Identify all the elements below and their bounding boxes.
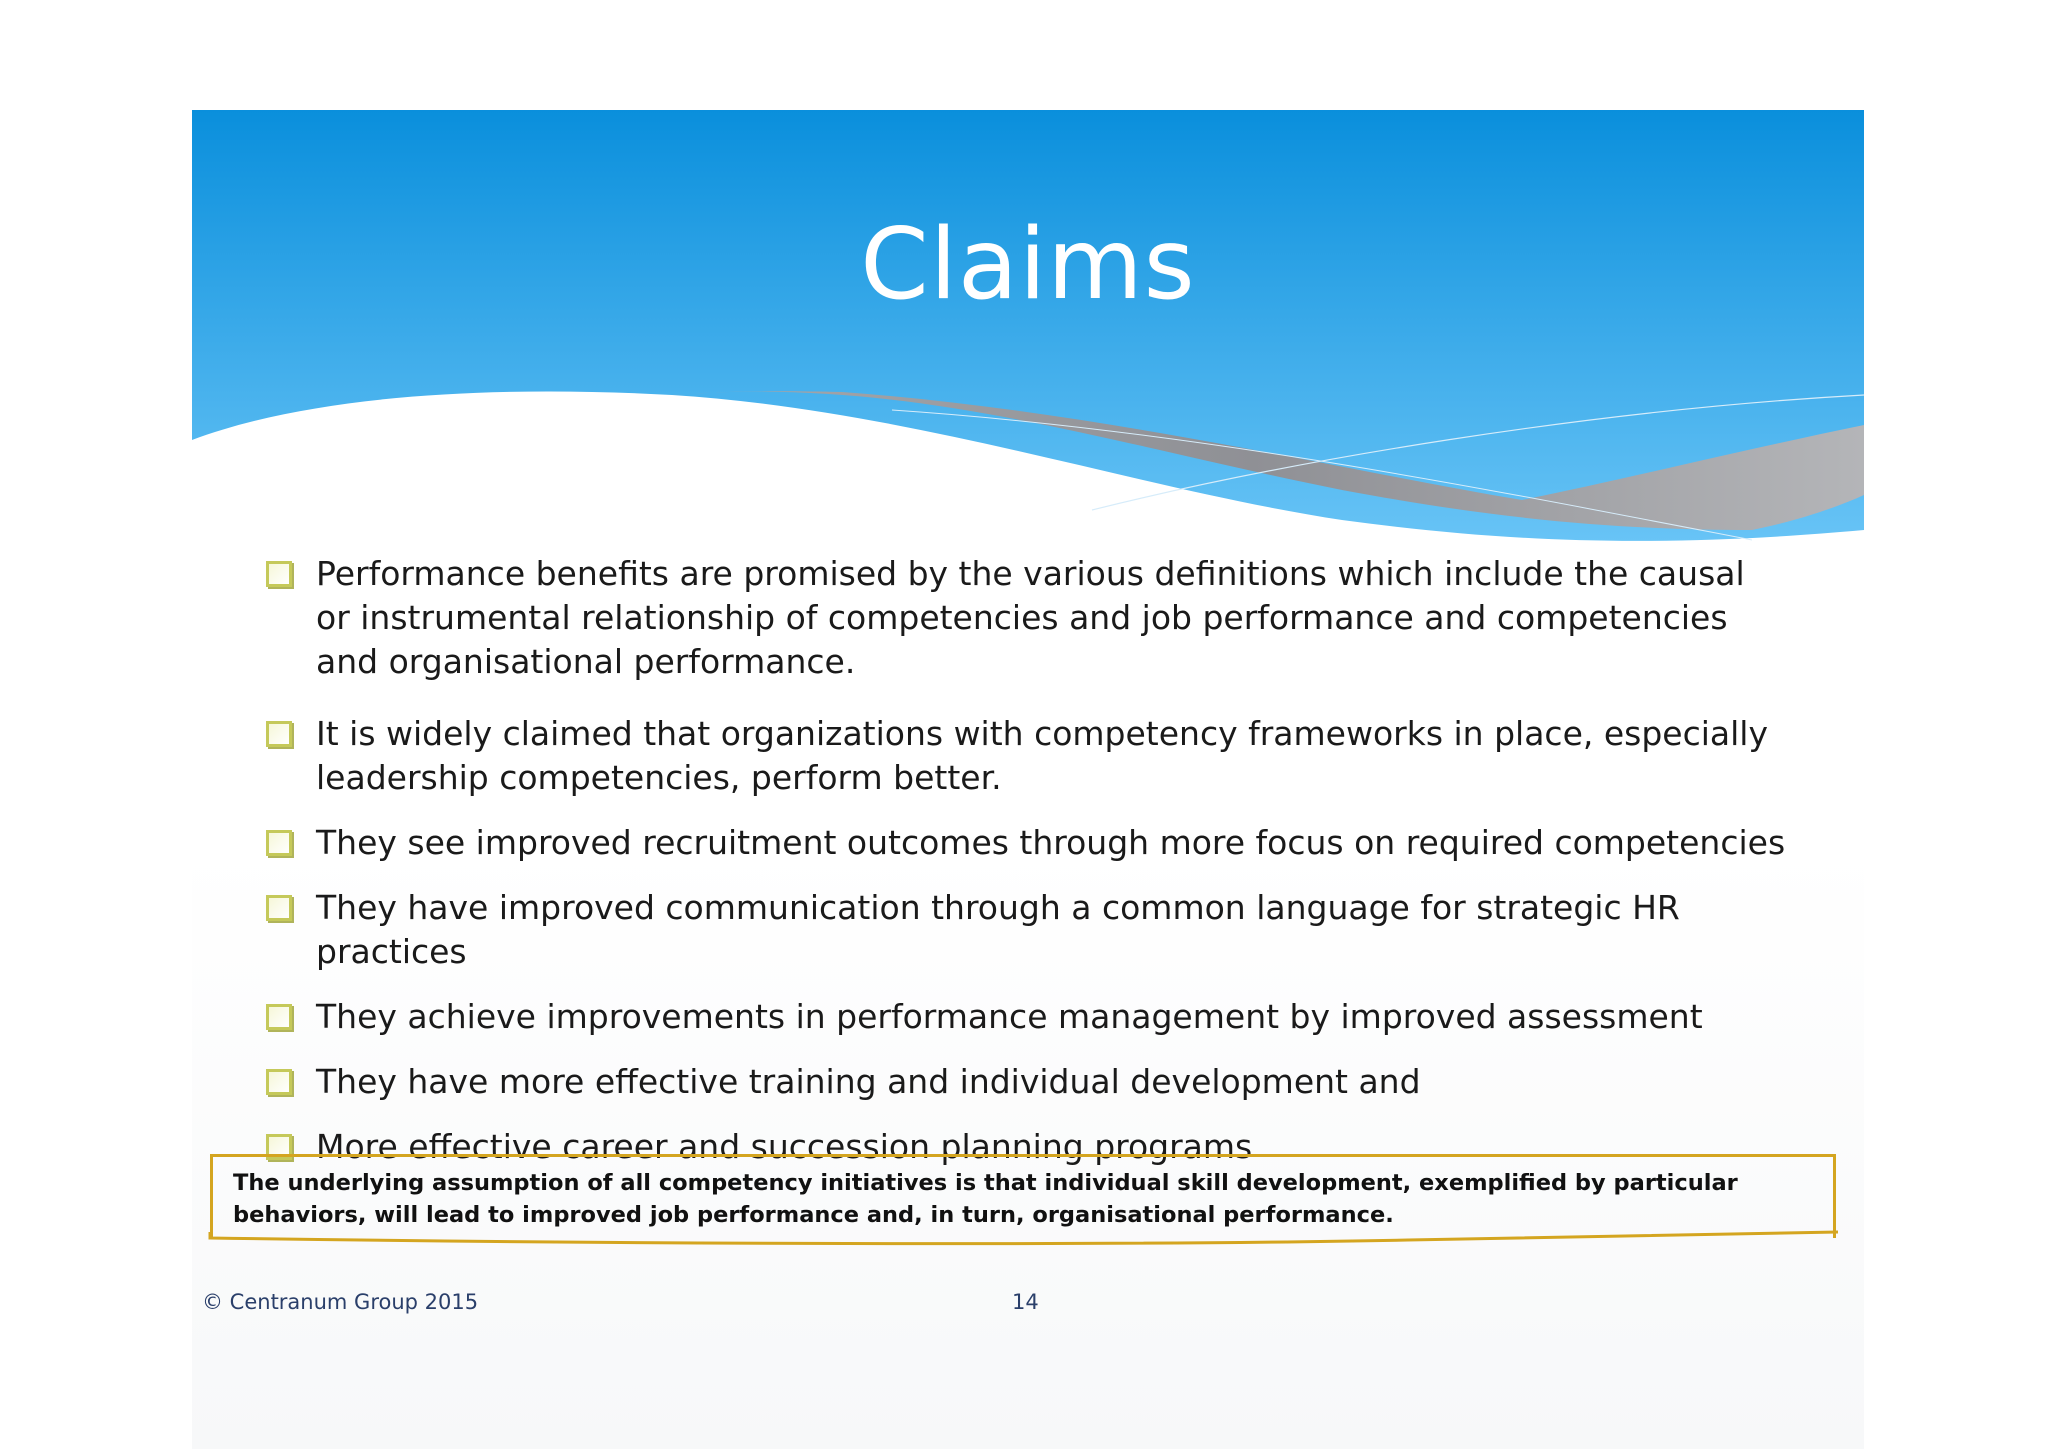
header-banner: [192, 110, 1864, 560]
bullet-text: They see improved recruitment outcomes through more focus on required competencies: [316, 823, 1786, 862]
bullet-text: They have more effective training and individual development and: [316, 1062, 1421, 1101]
square-checkbox-icon: [266, 830, 292, 856]
list-item: [266, 1060, 1786, 1104]
bullet-text: It is widely claimed that organizations with competency frameworks in place, especially leadership competencies, perform better.: [316, 714, 1768, 797]
square-checkbox-icon: [266, 1004, 292, 1030]
list-item: [266, 886, 1786, 974]
page-number: 14: [1012, 1290, 1039, 1314]
bullet-list: [266, 552, 1786, 1169]
note-bottom-edge: [208, 1230, 1840, 1250]
list-item: [266, 821, 1786, 865]
footer-copyright: © Centranum Group 2015: [202, 1290, 479, 1314]
list-item: [266, 995, 1786, 1039]
square-checkbox-icon: [266, 721, 292, 747]
assumption-note: The underlying assumption of all competency initiatives is that individual skill development, exemplified by particular behaviors, will lead to improved job performance and, in turn, organisational performance.: [210, 1154, 1836, 1238]
square-checkbox-icon: [266, 895, 292, 921]
slide: [192, 110, 1864, 1449]
list-item: [266, 552, 1786, 684]
list-item: [266, 712, 1786, 800]
square-checkbox-icon: [266, 561, 292, 587]
bullet-text: Performance benefits are promised by the various definitions which include the causal or instrumental relationship of competencies and job performance and competencies and organisational performance.: [316, 554, 1745, 681]
square-checkbox-icon: [266, 1069, 292, 1095]
slide-title: Claims: [860, 208, 1196, 322]
bullet-text: They have improved communication through a common language for strategic HR practices: [316, 888, 1680, 971]
bullet-text: More effective career and succession planning programs: [316, 1127, 1253, 1166]
bullet-text: They achieve improvements in performance management by improved assessment: [316, 997, 1703, 1036]
